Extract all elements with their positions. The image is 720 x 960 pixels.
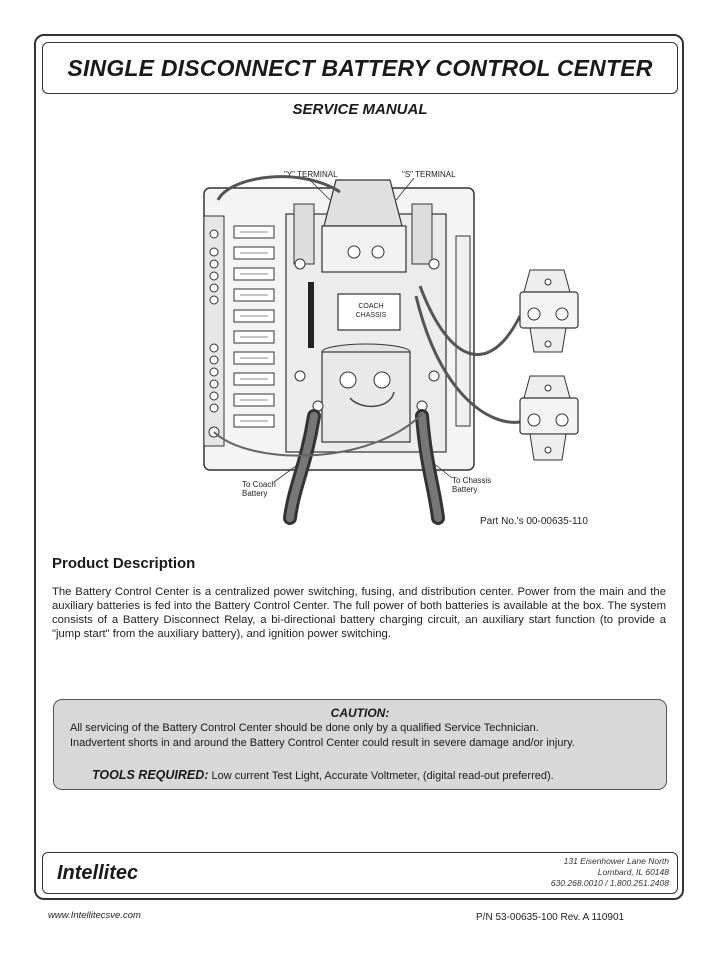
relay-label-plate: COACH CHASSIS xyxy=(355,303,387,319)
coach-battery-label: To Coach Battery xyxy=(242,480,276,498)
title-box xyxy=(42,42,678,94)
product-description-text: The Battery Control Center is a centralized power switching, fusing, and distribution center. Power from the main and the auxiliary batteries is fed into the Battery Control Center. The full power of both batteries is available at the box. The system consists of a Battery Disconnect Relay, a bi-directional battery charging circuit, an auxiliary start function (to provide a "jump start" from the auxiliary battery), and ignition power switching. xyxy=(52,586,666,640)
product-description-heading: Product Description xyxy=(52,555,196,572)
caution-line-2: Inadvertent shorts in and around the Battery Control Center could result in severe damage and/or injury. xyxy=(70,737,575,749)
caution-line-1: All servicing of the Battery Control Center should be done only by a qualified Service Technician. xyxy=(70,722,539,734)
caution-box xyxy=(53,699,667,790)
company-address xyxy=(551,856,669,889)
tools-required-text: Low current Test Light, Accurate Voltmeter, (digital read-out preferred). xyxy=(208,770,554,782)
part-numbers: Part No.'s 00-00635-110 xyxy=(480,516,588,527)
s-terminal-label: "S" TERMINAL xyxy=(402,170,456,179)
y-terminal-label: "Y" TERMINAL xyxy=(284,170,338,179)
website-link[interactable]: www.Intellitecsve.com xyxy=(48,910,141,921)
address-line-3: 630.268.0010 / 1.800.251.2408 xyxy=(550,878,669,888)
chassis-battery-label: To Chassis Battery xyxy=(452,476,492,494)
address-line-1: 131 Eisenhower Lane North xyxy=(563,856,669,866)
battery-control-center-diagram xyxy=(190,166,610,536)
document-part-number: P/N 53-00635-100 Rev. A 110901 xyxy=(476,912,625,923)
tools-required xyxy=(92,768,554,782)
address-line-2: Lombard, IL 60148 xyxy=(597,867,669,877)
tools-required-label: TOOLS REQUIRED: xyxy=(92,768,209,782)
footer-box xyxy=(42,852,678,894)
document-title: SINGLE DISCONNECT BATTERY CONTROL CENTER xyxy=(67,54,653,81)
document-subtitle: SERVICE MANUAL xyxy=(292,101,428,118)
brand-logo: Intellitec xyxy=(57,862,139,884)
caution-title: CAUTION: xyxy=(330,706,390,720)
